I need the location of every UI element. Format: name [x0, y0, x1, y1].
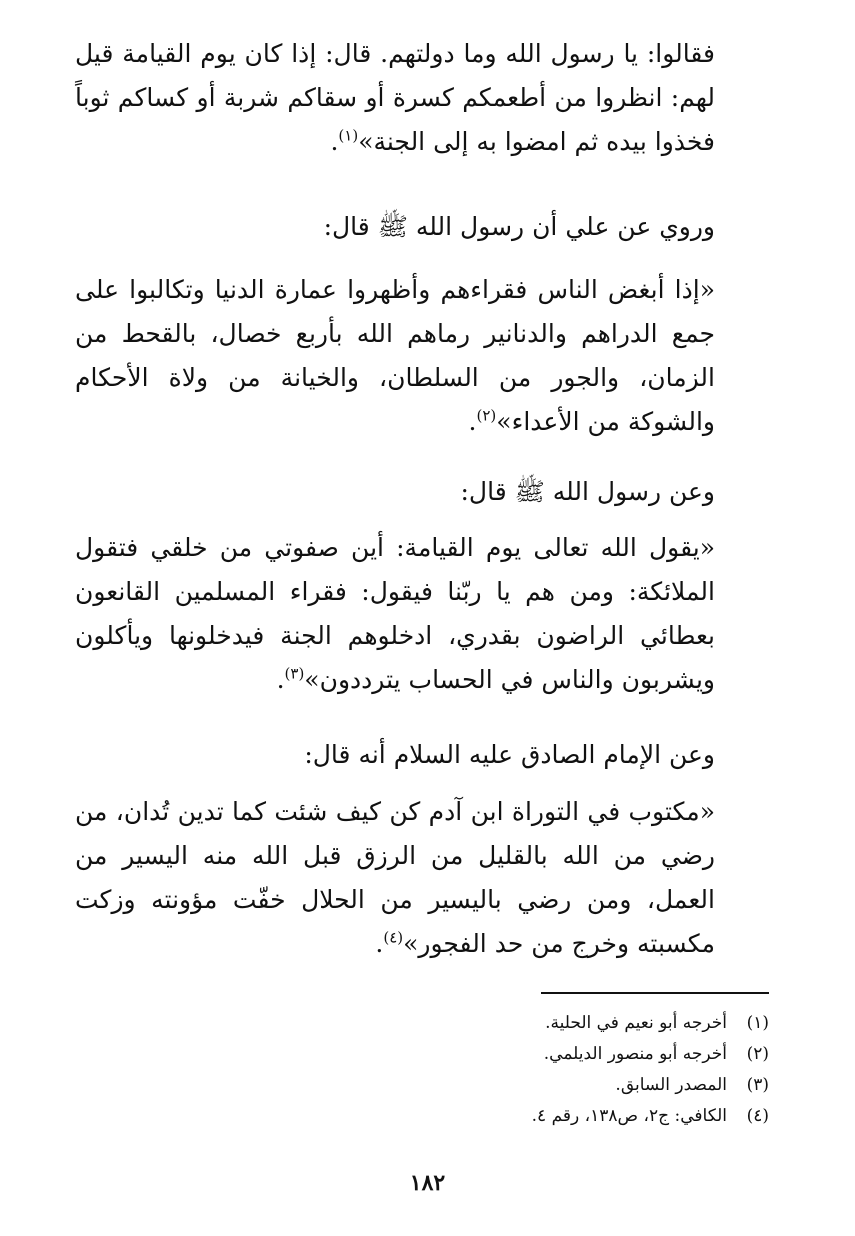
paragraph-4	[75, 790, 715, 966]
footnote-ref-4: (٤)	[383, 928, 404, 947]
paragraph-2-end: .	[468, 407, 477, 436]
footnote-number: (٢)	[746, 1044, 769, 1064]
paragraph-3	[75, 526, 715, 702]
paragraph-1-end: .	[330, 127, 339, 156]
paragraph-2-text: «إذا أبغض الناس فقراءهم وأظهروا عمارة الدنيا وتكالبوا على جمع الدراهم والدنانير رماهم الله بأربع خصال، بالقحط من الزمان، والجور من السلطان، والخيانة من ولاة الأحكام والشوكة من الأعداء»	[75, 275, 715, 436]
footnote-ref-1: (١)	[338, 126, 359, 145]
footnote-number: (٤)	[746, 1106, 769, 1126]
paragraph-3-end: .	[276, 665, 285, 694]
intro-2: وروي عن علي أن رسول الله ﷺ قال:	[323, 212, 715, 241]
footnote-ref-3: (٣)	[284, 664, 305, 683]
footnote-4	[309, 1101, 769, 1132]
paragraph-2	[75, 268, 715, 444]
paragraph-3-text: «يقول الله تعالى يوم القيامة: أين صفوتي من خلقي فتقول الملائكة: ومن هم يا ربّنا فيقول: فقراء المسلمين القانعون بعطائي الراضون بقدري، ادخلوهم الجنة فيدخلونها ويأكلون ويشربون والناس في الحساب يترددون»	[75, 533, 715, 694]
footnote-text: الكافي: ج٢، ص١٣٨، رقم ٤.	[531, 1106, 727, 1126]
footnote-text: أخرجه أبو منصور الديلمي.	[543, 1044, 727, 1064]
footnotes	[309, 1008, 769, 1132]
intro-3: وعن رسول الله ﷺ قال:	[460, 477, 715, 506]
footnote-2	[309, 1039, 769, 1070]
footnote-divider	[541, 992, 769, 994]
paragraph-1-text: فقالوا: يا رسول الله وما دولتهم. قال: إذا كان يوم القيامة قيل لهم: انظروا من أطعمكم كسرة أو سقاكم شربة أو كساكم ثوباً فخذوا بيده ثم امضوا به إلى الجنة»	[75, 39, 715, 156]
footnote-3	[309, 1070, 769, 1101]
paragraph-1	[75, 32, 715, 164]
footnote-text: أخرجه أبو نعيم في الحلية.	[545, 1013, 727, 1033]
footnote-1	[309, 1008, 769, 1039]
intro-4: وعن الإمام الصادق عليه السلام أنه قال:	[304, 740, 715, 769]
footnote-ref-2: (٢)	[476, 406, 497, 425]
footnote-text: المصدر السابق.	[615, 1075, 727, 1095]
page-number: ١٨٢	[409, 1170, 446, 1196]
footnote-number: (٣)	[746, 1075, 769, 1095]
paragraph-4-end: .	[375, 929, 384, 958]
footnote-number: (١)	[746, 1013, 769, 1033]
paragraph-4-text: «مكتوب في التوراة ابن آدم كن كيف شئت كما تدين تُدان، من رضي من الله بالقليل من الرزق قبل الله منه اليسير من العمل، ومن رضي باليسير من الحلال خفّت مؤونته وزكت مكسبته وخرج من حد الفجور»	[75, 797, 715, 958]
